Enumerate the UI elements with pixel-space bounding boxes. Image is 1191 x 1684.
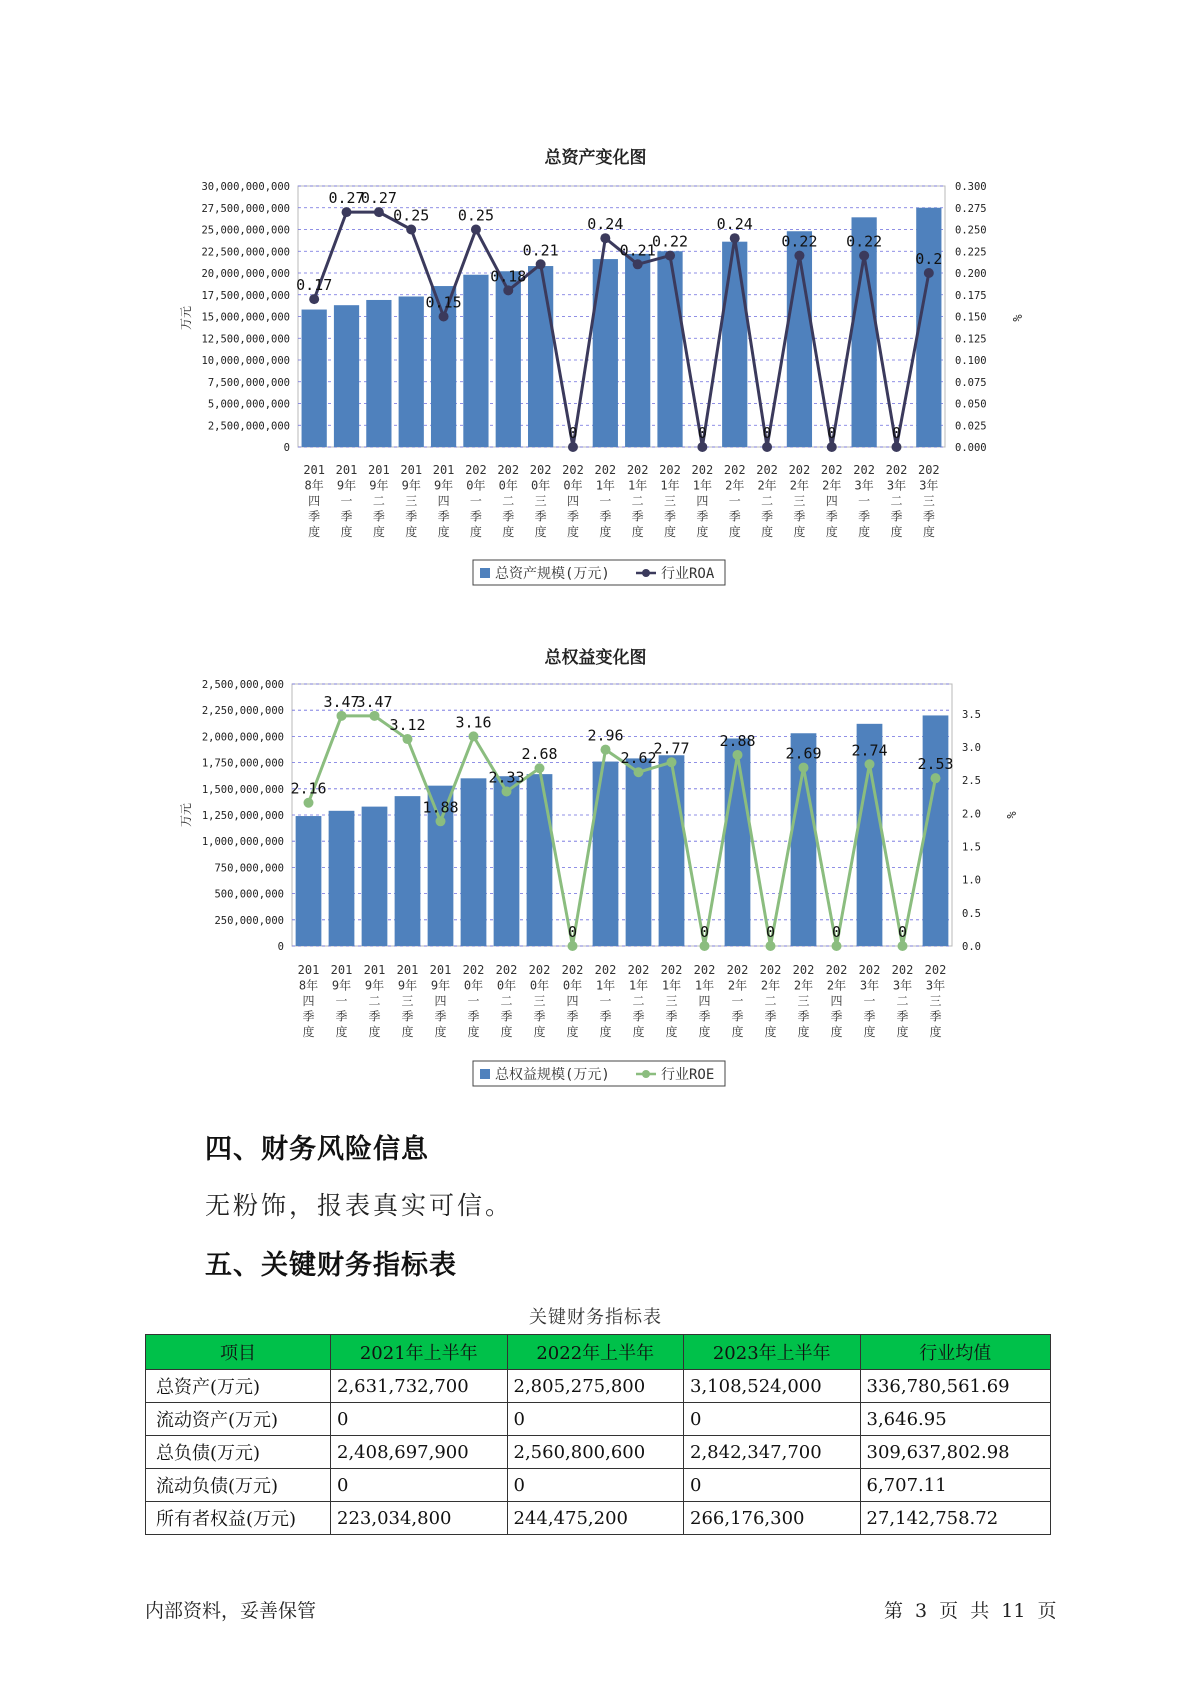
y2-axis-unit-label: % [1010,314,1024,322]
data-label: 1.88 [422,798,459,817]
x-axis-tick-label: 202 2年三季度 [792,963,815,1039]
table-cell: 0 [507,1403,684,1436]
y2-axis-unit-label: % [1004,811,1018,819]
x-axis-tick-label: 202 0年一季度 [465,463,487,539]
x-axis-tick-label: 202 2年二季度 [759,963,782,1039]
y-axis-tick-label: 1,500,000,000 [201,783,284,796]
x-axis-tick-label: 201 9年四季度 [432,463,455,539]
line-point [403,734,413,744]
table-cell: 总负债(万元) [146,1436,331,1469]
data-label: 0 [568,424,578,442]
line-point [766,941,776,951]
header-industry-average: 行业均值 [860,1335,1051,1370]
x-axis-tick-label: 202 1年三季度 [660,963,683,1039]
y-axis-tick-label: 22,500,000,000 [201,246,290,259]
bar [296,816,322,946]
data-label: 0 [762,424,772,442]
bar [362,807,388,946]
x-axis-tick-label: 202 3年二季度 [885,463,908,539]
data-label: 0.22 [781,232,818,251]
y2-axis-tick-label: 0.000 [955,442,987,454]
line-point [924,268,934,278]
line-point [733,750,743,760]
table-cell: 所有者权益(万元) [146,1502,331,1535]
line-point [634,767,644,777]
legend-line-label: 行业ROA [661,566,715,582]
x-axis-tick-label: 202 2年三季度 [788,463,811,539]
line-point [697,442,707,452]
data-label: 0.25 [393,206,430,225]
y2-axis-tick-label: 0.075 [955,376,987,389]
y-axis-tick-label: 0 [277,941,284,953]
table-cell: 流动资产(万元) [146,1403,331,1436]
data-label: 0 [831,923,842,941]
data-label: 2.33 [488,768,525,787]
bar [626,758,652,946]
line-point [439,312,449,322]
data-label: 0 [765,923,776,941]
data-label: 3.16 [455,713,492,732]
y2-axis-tick-label: 0.050 [955,398,987,411]
data-label: 2.96 [587,726,624,745]
data-label: 0.17 [296,276,333,295]
y-axis-unit-label: 万元 [179,305,193,331]
table-row [146,1502,1051,1535]
y-axis-tick-label: 2,500,000,000 [201,679,284,691]
footer-confidential-note: 内部资料，妥善保管 [145,1600,317,1622]
x-axis-tick-label: 202 0年二季度 [497,463,520,539]
y-axis-tick-label: 27,500,000,000 [201,202,290,215]
data-label: 2.16 [290,779,327,798]
x-axis-tick-label: 202 2年四季度 [825,963,848,1039]
data-label: 0 [697,424,707,442]
y2-axis-tick-label: 0.250 [955,224,987,237]
line-point [730,233,740,243]
y2-axis-tick-label: 2.0 [962,808,981,821]
table-cell: 3,646.95 [860,1403,1051,1436]
bar [657,251,682,447]
bar [528,266,553,447]
x-axis-tick-label: 201 9年四季度 [429,963,452,1039]
data-label: 0.18 [490,267,527,286]
data-label: 0 [897,923,908,941]
x-axis-tick-label: 202 3年三季度 [924,963,947,1039]
legend-line-marker [642,569,650,577]
table-cell: 223,034,800 [331,1502,508,1535]
data-label: 0.21 [619,241,656,260]
table-row [146,1469,1051,1502]
y-axis-tick-label: 17,500,000,000 [201,289,290,302]
x-axis-tick-label: 202 0年三季度 [528,963,551,1039]
bar [625,254,650,447]
bar [334,305,359,447]
x-axis-tick-label: 202 1年四季度 [691,463,714,539]
y-axis-tick-label: 7,500,000,000 [207,376,290,389]
table-cell: 336,780,561.69 [860,1370,1051,1403]
line-point [832,941,842,951]
y-axis-unit-label: 万元 [179,802,193,828]
table-cell: 2,560,800,600 [507,1436,684,1469]
data-label: 2.53 [917,755,954,774]
header-2021h1: 2021年上半年 [331,1335,508,1370]
line-point [700,941,710,951]
x-axis-tick-label: 202 1年一季度 [594,963,617,1039]
data-label: 0 [699,923,710,941]
data-label: 2.77 [653,739,690,758]
legend-bar-label: 总权益规模(万元) [495,1067,610,1083]
line-point [865,759,875,769]
x-axis-tick-label: 202 0年三季度 [529,463,552,539]
line-point [535,763,545,773]
line-point [931,773,941,783]
y2-axis-tick-label: 0.275 [955,202,987,215]
y2-axis-tick-label: 0.300 [955,181,987,193]
key-metrics-section-heading: 五、关键财务指标表 [205,1250,457,1281]
data-label: 3.12 [389,716,426,735]
x-axis-tick-label: 201 9年一季度 [335,463,358,539]
y-axis-tick-label: 30,000,000,000 [201,181,290,193]
data-label: 0.25 [457,206,494,225]
x-axis-tick-label: 202 1年二季度 [626,463,649,539]
table-cell: 266,176,300 [684,1502,861,1535]
y2-axis-tick-label: 1.0 [962,874,981,887]
y-axis-tick-label: 20,000,000,000 [201,268,290,280]
line-point [503,285,513,295]
legend-line-label: 行业ROE [661,1067,715,1083]
x-axis-tick-label: 202 3年二季度 [891,963,914,1039]
table-cell: 6,707.11 [860,1469,1051,1502]
table-cell: 2,631,732,700 [331,1370,508,1403]
bar [593,762,619,946]
line-point [406,225,416,235]
table-cell: 0 [684,1469,861,1502]
data-label: 0.21 [522,241,559,260]
table-cell: 0 [331,1403,508,1436]
line-point [536,259,546,269]
data-label: 0.22 [846,232,883,251]
x-axis-tick-label: 202 1年一季度 [594,463,617,539]
line-point [342,207,352,217]
y2-axis-tick-label: 1.5 [962,841,981,854]
bar [463,275,488,447]
x-axis-tick-label: 202 2年四季度 [820,463,843,539]
y-axis-tick-label: 250,000,000 [214,914,284,927]
x-axis-tick-label: 201 8年四季度 [303,463,326,539]
line-point [304,798,314,808]
data-label: 0 [827,424,837,442]
line-point [859,251,869,261]
y-axis-tick-label: 5,000,000,000 [207,398,290,411]
data-label: 2.88 [719,731,756,750]
bar [329,811,355,946]
y2-axis-tick-label: 0.0 [962,941,981,953]
y2-axis-tick-label: 0.175 [955,289,987,302]
y-axis-tick-label: 750,000,000 [214,862,284,875]
bar [725,738,751,946]
y-axis-tick-label: 500,000,000 [214,888,284,901]
line-point [667,757,677,767]
line-point [471,225,481,235]
line-point [633,259,643,269]
line-point [762,442,772,452]
bar [366,300,391,447]
y2-axis-tick-label: 2.5 [962,775,981,788]
data-label: 3.47 [323,692,360,711]
y-axis-tick-label: 2,000,000,000 [201,731,284,744]
footer-page-number: 第 3 页 共 11 页 [884,1600,1057,1622]
line-point [337,711,347,721]
header-item: 项目 [146,1335,331,1370]
bar [494,776,520,946]
table-cell: 2,842,347,700 [684,1436,861,1469]
bar [496,271,521,447]
assets-chart [0,170,1191,640]
table-cell: 0 [331,1469,508,1502]
data-label: 0.15 [425,293,462,312]
x-axis-tick-label: 202 0年四季度 [562,463,584,539]
data-label: 2.68 [521,745,558,764]
x-axis-tick-label: 202 3年一季度 [853,463,875,539]
table-row [146,1370,1051,1403]
line-point [568,941,578,951]
table-row [146,1436,1051,1469]
data-label: 2.74 [851,741,888,760]
y-axis-tick-label: 2,500,000,000 [207,420,290,433]
x-axis-tick-label: 202 2年二季度 [756,463,778,539]
bar [527,774,553,946]
legend-line-marker [642,1070,650,1078]
y-axis-tick-label: 25,000,000,000 [201,224,290,237]
y2-axis-tick-label: 3.5 [962,708,981,721]
table-cell: 0 [684,1403,861,1436]
x-axis-tick-label: 201 9年三季度 [396,963,419,1039]
line-point [827,442,837,452]
equity-chart-title: 总权益变化图 [544,648,647,668]
y2-axis-tick-label: 0.150 [955,311,987,324]
line-point [370,711,380,721]
line-point [600,233,610,243]
data-label: 2.69 [785,744,822,763]
y2-axis-tick-label: 0.100 [955,355,987,367]
header-2023h1: 2023年上半年 [684,1335,861,1370]
data-label: 0 [567,923,578,941]
equity-chart [0,670,1191,1110]
y2-axis-tick-label: 3.0 [962,742,981,755]
x-axis-tick-label: 201 8年四季度 [297,963,320,1039]
legend-bar-swatch [480,568,490,578]
y-axis-tick-label: 0 [283,442,290,454]
x-axis-tick-label: 202 1年四季度 [693,963,716,1039]
assets-chart-title: 总资产变化图 [544,148,647,168]
y2-axis-tick-label: 0.225 [955,246,987,259]
risk-section-text: 无粉饰，报表真实可信。 [205,1191,514,1220]
y-axis-tick-label: 1,250,000,000 [201,810,284,822]
x-axis-tick-label: 202 0年四季度 [561,963,584,1039]
line-point [469,731,479,741]
risk-section-heading: 四、财务风险信息 [205,1134,429,1165]
x-axis-tick-label: 201 9年二季度 [368,463,390,539]
x-axis-tick-label: 201 9年三季度 [400,463,423,539]
bar [722,242,747,447]
line-point [601,745,611,755]
table-cell: 309,637,802.98 [860,1436,1051,1469]
line-point [374,207,384,217]
table-cell: 3,108,524,000 [684,1370,861,1403]
x-axis-tick-label: 201 9年一季度 [330,963,353,1039]
y-axis-tick-label: 15,000,000,000 [201,311,290,324]
x-axis-tick-label: 202 2年一季度 [726,963,749,1039]
line-point [898,941,908,951]
table-cell: 2,805,275,800 [507,1370,684,1403]
data-label: 0.24 [716,215,753,234]
x-axis-tick-label: 202 0年二季度 [495,963,518,1039]
y-axis-tick-label: 10,000,000,000 [201,355,290,367]
line-point [309,294,319,304]
legend-bar-swatch [480,1069,490,1079]
y-axis-tick-label: 2,250,000,000 [201,705,284,718]
table-cell: 流动负债(万元) [146,1469,331,1502]
y2-axis-tick-label: 0.025 [955,420,987,433]
line-point [568,442,578,452]
data-label: 0.22 [651,232,689,251]
y2-axis-tick-label: 0.5 [962,907,981,920]
data-label: 0.24 [587,215,624,234]
bar [395,796,421,946]
x-axis-tick-label: 202 3年三季度 [917,463,940,539]
x-axis-tick-label: 202 1年三季度 [659,463,681,539]
data-label: 0.27 [328,189,365,208]
y-axis-tick-label: 1,750,000,000 [201,757,284,770]
line-point [502,786,512,796]
key-metrics-table [145,1334,1051,1535]
metrics-table-caption: 关键财务指标表 [529,1307,662,1328]
bar [302,310,327,447]
table-cell: 总资产(万元) [146,1370,331,1403]
data-label: 0.27 [360,189,397,208]
legend-bar-label: 总资产规模(万元) [495,566,610,582]
line-point [665,251,675,261]
line-point [436,816,446,826]
table-row [146,1403,1051,1436]
line-point [794,251,804,261]
bar [399,296,424,447]
x-axis-tick-label: 201 9年二季度 [363,963,386,1039]
x-axis-tick-label: 202 2年一季度 [723,463,746,539]
line-point [799,763,809,773]
y-axis-tick-label: 1,000,000,000 [201,836,284,849]
table-cell: 27,142,758.72 [860,1502,1051,1535]
bar [659,755,685,946]
data-label: 3.47 [356,692,393,711]
table-header-row [146,1335,1051,1370]
x-axis-tick-label: 202 0年一季度 [462,963,485,1039]
header-2022h1: 2022年上半年 [507,1335,684,1370]
y2-axis-tick-label: 0.200 [955,268,987,280]
bar [461,778,487,946]
x-axis-tick-label: 202 1年二季度 [627,963,650,1039]
x-axis-tick-label: 202 3年一季度 [858,963,881,1039]
data-label: 0 [891,424,901,442]
table-cell: 2,408,697,900 [331,1436,508,1469]
data-label: 0.2 [915,250,943,268]
table-cell: 244,475,200 [507,1502,684,1535]
data-label: 2.62 [620,749,657,768]
y2-axis-tick-label: 0.125 [955,333,987,346]
y-axis-tick-label: 12,500,000,000 [201,333,290,346]
table-cell: 0 [507,1469,684,1502]
line-point [891,442,901,452]
